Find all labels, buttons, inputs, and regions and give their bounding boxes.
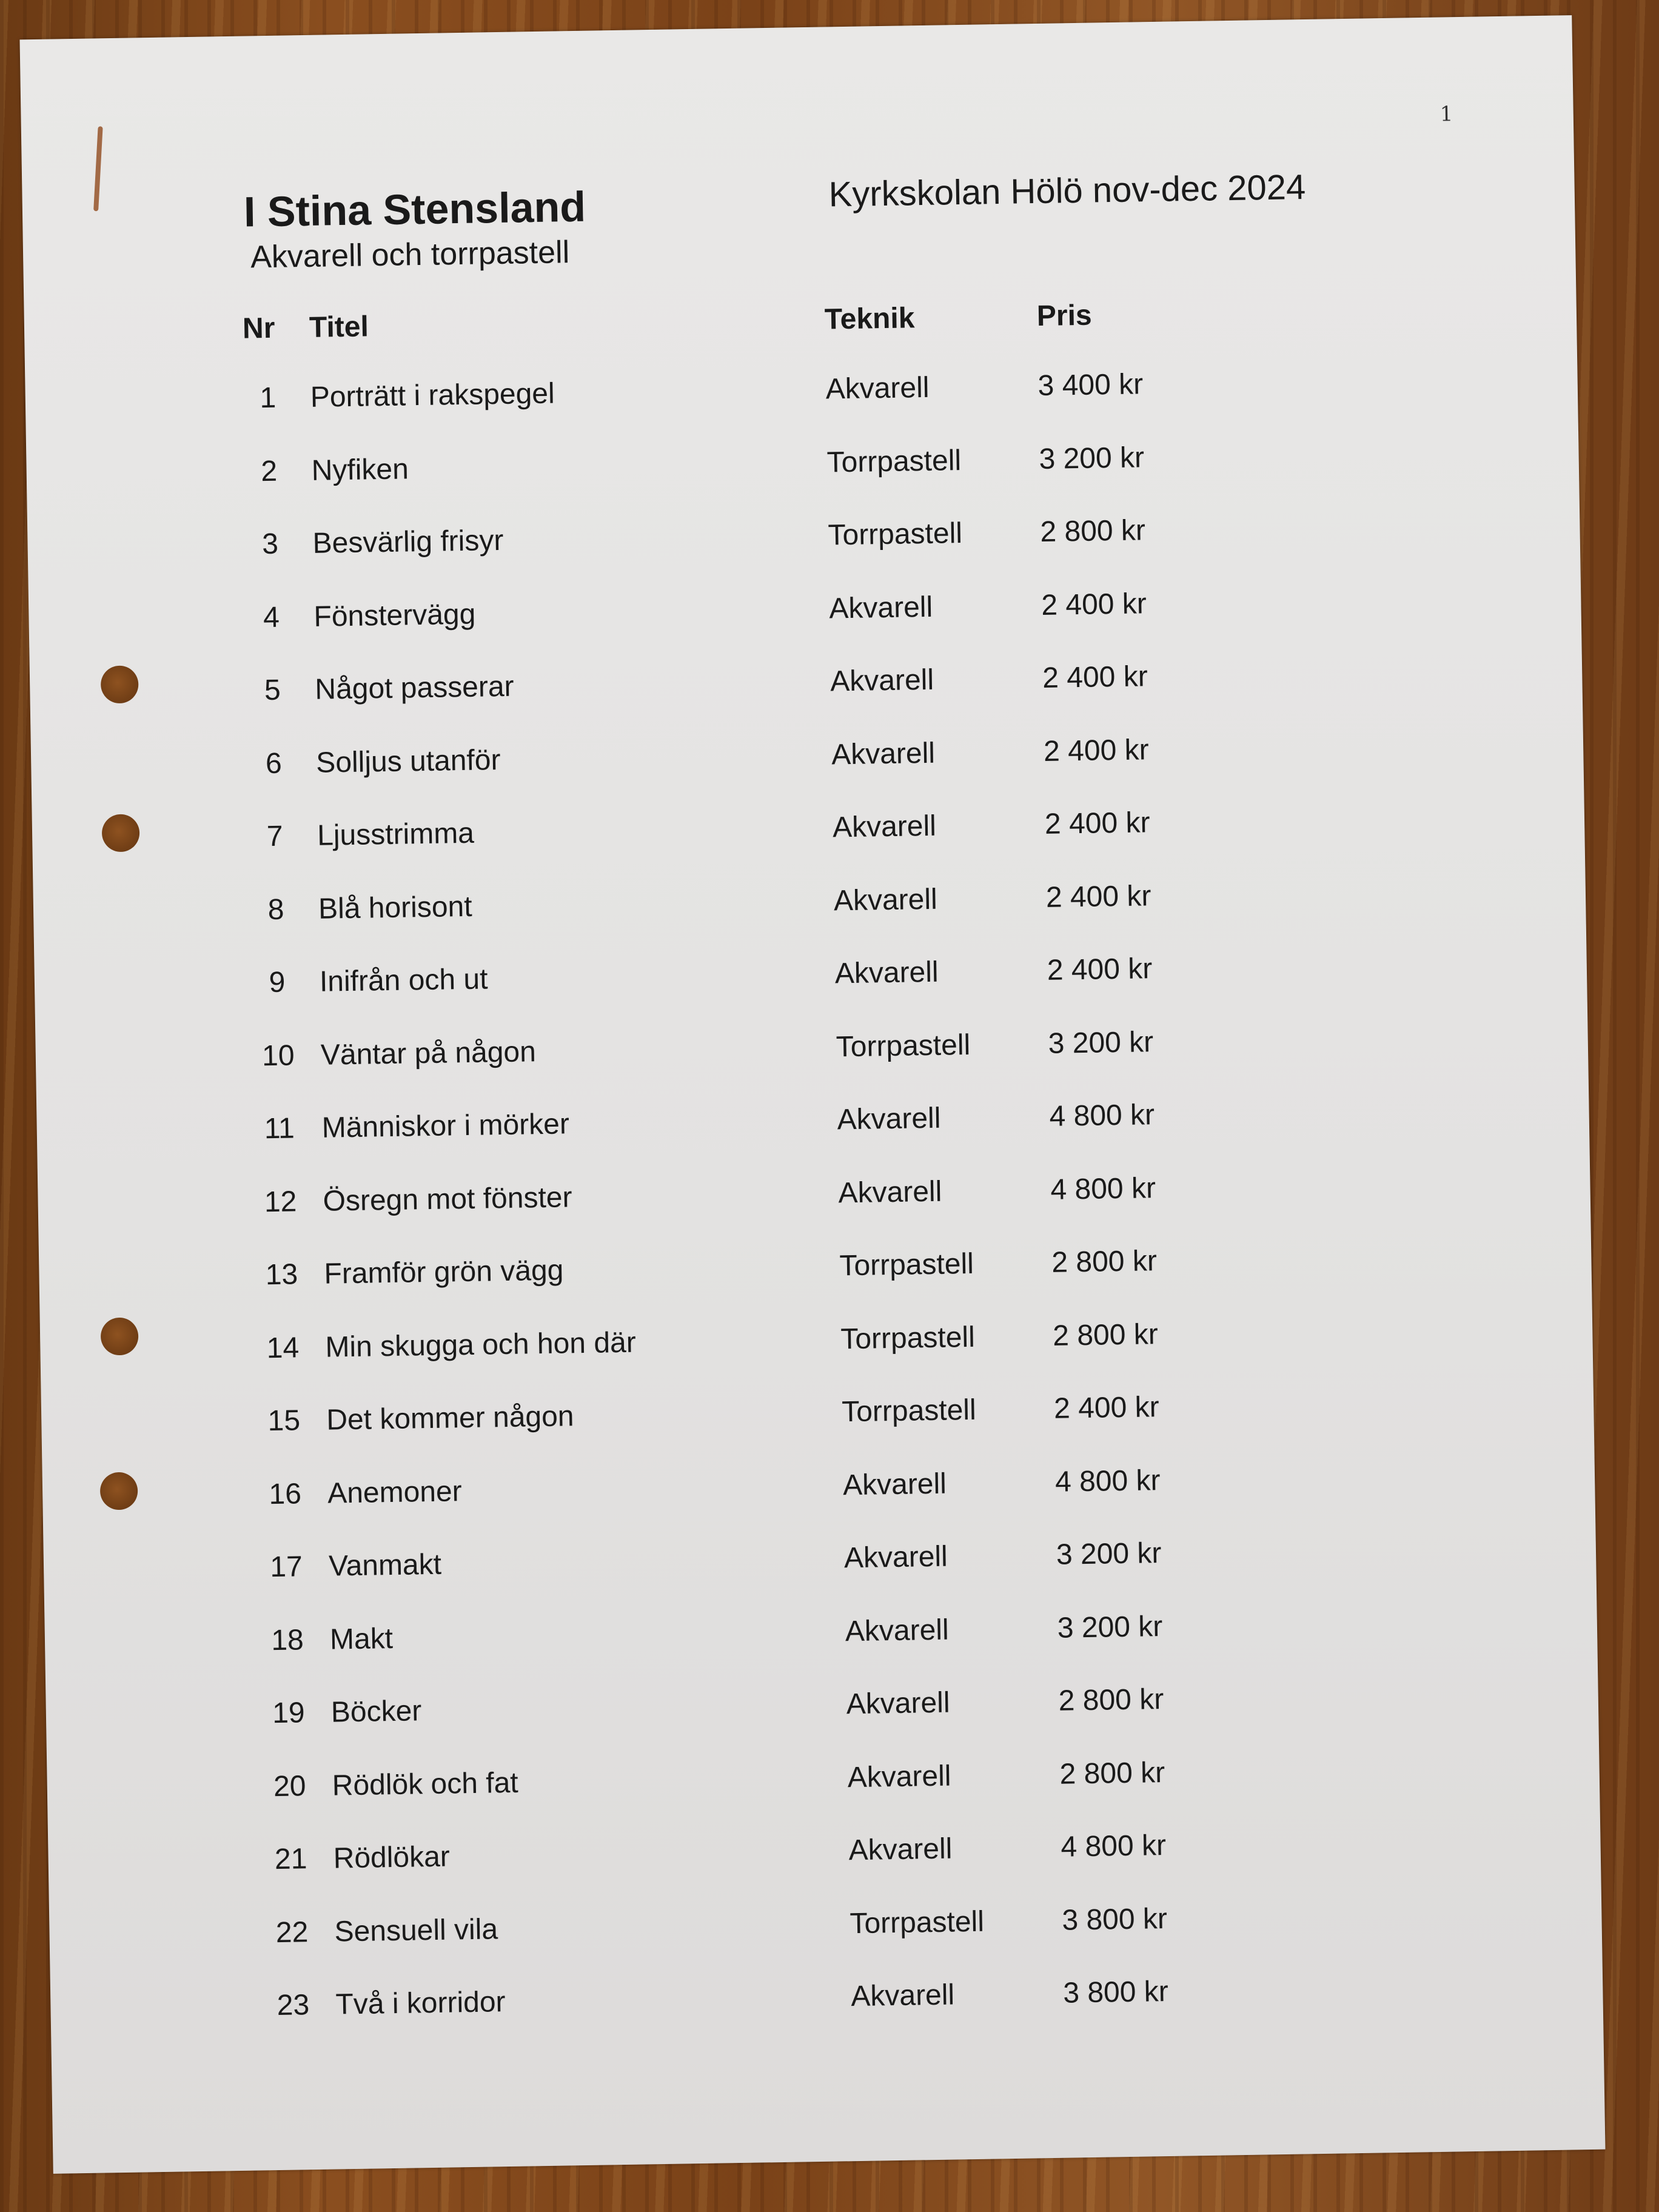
column-header-technique: Teknik bbox=[824, 302, 915, 336]
page-number: 1 bbox=[1439, 102, 1453, 127]
row-price: 4 800 kr bbox=[1054, 1464, 1161, 1498]
row-technique: Akvarell bbox=[830, 663, 934, 698]
table-row bbox=[267, 1900, 1299, 1959]
row-technique: Torrpastell bbox=[841, 1393, 977, 1429]
row-number: 1 bbox=[260, 381, 276, 415]
paper-sheet bbox=[20, 15, 1606, 2174]
row-title: Vanmakt bbox=[328, 1548, 442, 1583]
row-price: 4 800 kr bbox=[1049, 1099, 1155, 1133]
table-row bbox=[264, 1681, 1295, 1740]
table-row bbox=[265, 1754, 1296, 1812]
row-number: 7 bbox=[266, 820, 283, 853]
row-technique: Akvarell bbox=[847, 1760, 951, 1794]
table-row bbox=[262, 1535, 1293, 1594]
row-title: Min skugga och hon där bbox=[325, 1326, 637, 1364]
row-number: 22 bbox=[275, 1915, 309, 1949]
row-number: 16 bbox=[269, 1477, 302, 1510]
row-title: Det kommer någon bbox=[326, 1400, 574, 1436]
row-title: Makt bbox=[329, 1622, 394, 1656]
row-price: 2 800 kr bbox=[1058, 1683, 1164, 1717]
row-title: Solljus utanför bbox=[315, 743, 501, 779]
row-title: Väntar på någon bbox=[320, 1035, 537, 1071]
punch-hole bbox=[102, 814, 140, 852]
table-row bbox=[261, 1461, 1292, 1520]
row-price: 3 200 kr bbox=[1039, 441, 1145, 475]
row-number: 9 bbox=[269, 966, 286, 999]
row-number: 18 bbox=[270, 1623, 304, 1657]
row-technique: Torrpastell bbox=[836, 1028, 971, 1063]
row-title: Inifrån och ut bbox=[319, 963, 488, 998]
table-row bbox=[250, 804, 1282, 863]
row-price: 2 800 kr bbox=[1059, 1756, 1165, 1791]
row-technique: Akvarell bbox=[846, 1686, 950, 1721]
row-title: Böcker bbox=[330, 1695, 422, 1729]
row-price: 2 800 kr bbox=[1052, 1318, 1159, 1352]
row-technique: Torrpastell bbox=[850, 1905, 985, 1940]
column-header-title: Titel bbox=[309, 310, 369, 344]
row-title: Fönstervägg bbox=[313, 598, 476, 633]
table-row bbox=[249, 731, 1281, 789]
row-price: 3 800 kr bbox=[1062, 1902, 1168, 1937]
row-title: Nyfiken bbox=[311, 452, 409, 487]
table-row bbox=[256, 1169, 1287, 1228]
row-price: 2 400 kr bbox=[1047, 953, 1153, 987]
table-row bbox=[248, 658, 1279, 717]
row-title: Sensuell vila bbox=[334, 1912, 498, 1948]
row-number: 10 bbox=[261, 1039, 295, 1072]
row-title: Rödlökar bbox=[333, 1840, 451, 1875]
row-technique: Akvarell bbox=[832, 809, 937, 844]
table-row bbox=[243, 366, 1275, 424]
column-header-price: Pris bbox=[1036, 299, 1093, 333]
row-price: 2 400 kr bbox=[1045, 879, 1151, 914]
row-technique: Torrpastell bbox=[826, 444, 962, 478]
row-number: 8 bbox=[267, 893, 284, 926]
table-row bbox=[269, 1973, 1300, 2032]
row-number: 2 bbox=[260, 455, 278, 488]
row-title: Människor i mörker bbox=[321, 1108, 570, 1144]
punch-hole bbox=[101, 1318, 139, 1356]
row-title: Två i korridor bbox=[335, 1986, 506, 2021]
row-technique: Akvarell bbox=[828, 591, 933, 625]
table-header bbox=[243, 296, 1274, 355]
row-number: 5 bbox=[264, 674, 281, 707]
row-number: 3 bbox=[261, 528, 279, 561]
row-title: Besvärlig frisyr bbox=[312, 524, 504, 560]
venue-title: Kyrkskolan Hölö nov-dec 2024 bbox=[828, 167, 1306, 215]
row-price: 3 200 kr bbox=[1057, 1610, 1163, 1644]
table-row bbox=[253, 950, 1284, 1009]
row-technique: Akvarell bbox=[831, 737, 936, 771]
row-number: 17 bbox=[270, 1550, 303, 1584]
row-price: 4 800 kr bbox=[1050, 1171, 1156, 1206]
row-price: 2 400 kr bbox=[1042, 660, 1148, 694]
row-price: 2 400 kr bbox=[1043, 733, 1149, 768]
row-technique: Akvarell bbox=[833, 883, 938, 917]
row-price: 2 400 kr bbox=[1041, 587, 1147, 622]
punch-hole bbox=[100, 1472, 138, 1510]
table-row bbox=[255, 1096, 1286, 1155]
row-price: 3 200 kr bbox=[1056, 1537, 1162, 1571]
row-price: 2 800 kr bbox=[1040, 514, 1146, 548]
row-price: 2 800 kr bbox=[1051, 1245, 1158, 1279]
row-number: 20 bbox=[273, 1769, 306, 1803]
subtitle: Akvarell och torrpastell bbox=[250, 235, 570, 275]
row-technique: Akvarell bbox=[850, 1979, 955, 2013]
row-technique: Akvarell bbox=[845, 1614, 950, 1647]
row-number: 11 bbox=[264, 1112, 295, 1145]
table-row bbox=[253, 1023, 1285, 1082]
punch-hole bbox=[101, 665, 139, 703]
row-price: 2 400 kr bbox=[1053, 1391, 1160, 1425]
row-technique: Akvarell bbox=[848, 1832, 953, 1867]
table-row bbox=[244, 438, 1276, 497]
row-number: 23 bbox=[276, 1989, 310, 2022]
row-price: 4 800 kr bbox=[1061, 1829, 1167, 1863]
row-title: Anemoner bbox=[327, 1475, 463, 1510]
row-technique: Akvarell bbox=[834, 956, 939, 990]
row-number: 4 bbox=[263, 601, 280, 634]
row-price: 2 400 kr bbox=[1044, 806, 1150, 840]
table-row bbox=[260, 1389, 1291, 1447]
table-row bbox=[246, 512, 1277, 571]
table-row bbox=[252, 877, 1283, 936]
row-technique: Akvarell bbox=[837, 1102, 941, 1136]
artist-name: I Stina Stensland bbox=[243, 183, 586, 236]
row-price: 3 200 kr bbox=[1048, 1025, 1154, 1060]
row-technique: Akvarell bbox=[838, 1175, 942, 1209]
row-title: Rödlök och fat bbox=[332, 1766, 519, 1802]
row-number: 12 bbox=[264, 1185, 297, 1218]
row-number: 14 bbox=[266, 1331, 300, 1364]
staple-mark bbox=[93, 126, 103, 211]
row-number: 15 bbox=[267, 1404, 301, 1438]
row-number: 19 bbox=[272, 1697, 306, 1730]
row-number: 21 bbox=[274, 1843, 307, 1876]
row-title: Något passerar bbox=[314, 670, 514, 706]
row-technique: Torrpastell bbox=[828, 517, 963, 552]
row-technique: Akvarell bbox=[825, 371, 930, 406]
table-row bbox=[266, 1827, 1298, 1886]
row-number: 6 bbox=[265, 747, 283, 780]
row-price: 3 800 kr bbox=[1062, 1975, 1169, 2009]
row-technique: Torrpastell bbox=[840, 1321, 976, 1355]
column-header-nr: Nr bbox=[242, 312, 275, 345]
table-row bbox=[257, 1242, 1289, 1301]
row-title: Porträtt i rakspegel bbox=[310, 377, 555, 414]
row-number: 13 bbox=[265, 1258, 298, 1292]
row-title: Framför grön vägg bbox=[324, 1254, 564, 1290]
row-title: Blå horisont bbox=[318, 890, 472, 925]
row-technique: Akvarell bbox=[842, 1467, 947, 1501]
row-title: Ösregn mot fönster bbox=[323, 1181, 572, 1218]
row-title: Ljusstrimma bbox=[317, 817, 475, 852]
row-technique: Akvarell bbox=[843, 1540, 948, 1575]
table-row bbox=[247, 585, 1278, 643]
row-price: 3 400 kr bbox=[1037, 368, 1144, 403]
row-technique: Torrpastell bbox=[839, 1247, 974, 1282]
table-row bbox=[263, 1607, 1295, 1666]
table-row bbox=[258, 1315, 1290, 1374]
